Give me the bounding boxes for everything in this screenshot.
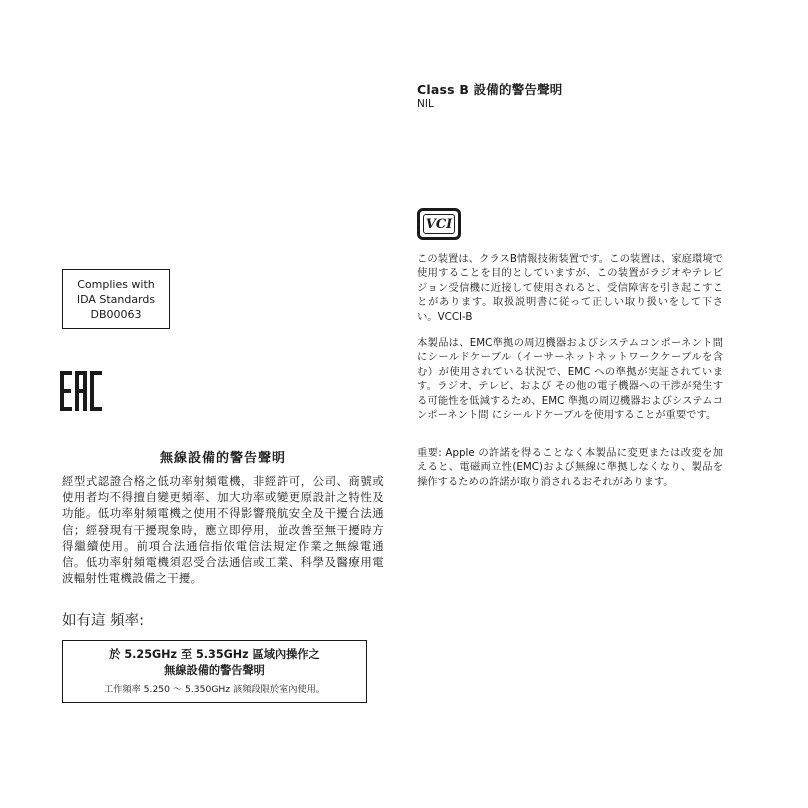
- ida-compliance-box: [62, 269, 170, 329]
- frequency-warning-box: [62, 640, 367, 703]
- taiwan-warning-title: 無線設備的警告聲明: [159, 451, 286, 466]
- frequency-box-line-3: 工作頻率 5.250 ～ 5.350GHz 該頻段限於室內使用。: [104, 684, 325, 695]
- ida-line-1: Complies with: [77, 278, 155, 291]
- japanese-paragraph-2: 本製品は、EMC準拠の周辺機器およびシステムコンポーネント間にシールドケーブル（イーサーネットネットワークケーブルを含む）が使用されている状況で、EMC への準拠が実証されています。ラジオ、テレビ、および その他の電子機器への干渉が発生する可能性を低減するため、EMC 準拠の周辺機器およびシステムコンポーネント間 にシールドケーブルを使用することが重要です。: [417, 337, 723, 422]
- taiwan-warning-body: 經型式認證合格之低功率射頻電機，非經許可，公司、商號或使用者均不得擅自變更頻率、加大功率或變更原設計之特性及功能。低功率射頻電機之使用不得影響飛航安全及干擾合法通信；經發現有干擾現象時，應立即停用，並改善至無干擾時方得繼續使用。前項合法通信指依電信法規定作業之無線電通信。低功率射頻電機須忍受合法通信或工業、科學及醫療用電波輻射性電機設備之干擾。: [62, 474, 384, 586]
- frequency-box-line-1: 於 5.25GHz 至 5.35GHz 區域內操作之: [109, 648, 320, 661]
- vcci-mark-text: VCI: [423, 214, 455, 234]
- class-b-value: NIL: [417, 98, 434, 110]
- japanese-paragraph-3: 重要: Apple の許諾を得ることなく本製品に変更または改変を加えると、電磁両立性(EMC)および無線に準拠しなくなり、製品を操作するための許諾が取り消されるおそれがあります。: [417, 447, 723, 488]
- class-b-title: Class B 設備的警告聲明: [417, 82, 563, 97]
- vcci-mark-icon: [417, 208, 461, 240]
- japanese-paragraph-1: この装置は、クラスB情報技術装置です。この装置は、家庭環境で使用することを目的としていますが、この装置がラジオやテレビジョン受信機に近接して使用されると、受信障害を引き起こすことがあります。取扱説明書に従って正しい取り扱いをして下さい。VCCI-B: [417, 253, 723, 323]
- frequency-box-line-2: 無線設備的警告聲明: [164, 664, 265, 677]
- ida-line-2: IDA Standards: [76, 293, 156, 306]
- eac-mark-icon: [60, 371, 102, 411]
- ida-line-3: DB00063: [90, 308, 142, 321]
- frequency-heading: 如有這 頻率:: [62, 613, 144, 629]
